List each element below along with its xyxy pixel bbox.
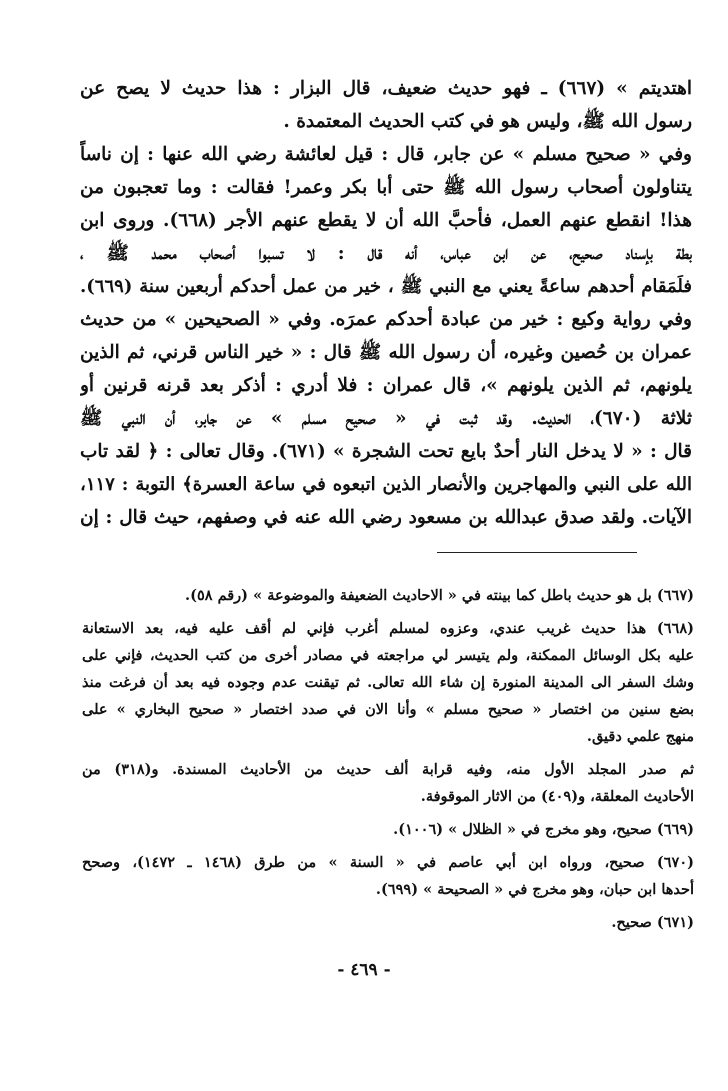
footnote-667	[82, 582, 694, 609]
footnote-line: أحدها ابن حبان، وهو مخرج في « الصحيحة » (٦٩٩).	[375, 881, 694, 898]
footnote-separator	[437, 552, 637, 553]
footnote-668-continuation	[82, 756, 694, 810]
footnote-line: منهج علمي دقيق.	[586, 728, 694, 745]
footnote-671	[82, 909, 694, 936]
footnote-669	[82, 816, 694, 843]
footnote-line: (٦٦٨) هذا حديث غريب عندي، وعزوه لمسلم أغرب فإني لم أقف عليه فيه، بعد الاستعانة	[82, 620, 694, 637]
main-text-line: الآيات. ولقد صدق عبدالله بن مسعود رضي الله عنه في وصفهم، حيث قال : إن	[80, 507, 692, 528]
footnote-line: (٦٧١) صحيح.	[611, 914, 694, 931]
main-text-line: هذا! انقطع عنهم العمل، فأحبَّ الله أن لا يقطع عنهم الأجر (٦٦٨). وروى ابن	[80, 210, 692, 231]
footnotes-block	[82, 582, 694, 936]
main-text-line: يلونهم، ثم الذين يلونهم »، قال عمران : فلا أدري : أذكر بعد قرنه قرنين أو	[80, 375, 692, 396]
main-text-line: اهتديتم » (٦٦٧) ـ فهو حديث ضعيف، قال البزار : هذا حديث لا يصح عن	[80, 78, 692, 99]
page-number: - ٤٦٩ -	[337, 960, 391, 980]
main-text-line: يتناولون أصحاب رسول الله ﷺ حتى أبا بكر وعمر! فقالت : وما تعجبون من	[80, 177, 692, 198]
footnote-line: وشك السفر الى المدينة المنورة إن شاء الله تعالى. ثم تيقنت عدم وجوده فيه بعد أن فرغت منذ	[82, 674, 694, 691]
main-text-line: فلَمَقام أحدهم ساعةً يعني مع النبي ﷺ ، خير من عمل أحدكم أربعين سنة (٦٦٩).	[80, 276, 692, 297]
footnote-line: ثم صدر المجلد الأول منه، وفيه قرابة ألف حديث من الأحاديث المسندة. و(٣١٨) من	[82, 761, 694, 778]
main-text-line: قال : « لا يدخل النار أحدٌ بايع تحت الشجرة » (٦٧١). وقال تعالى : ﴿ لقد تاب	[80, 441, 692, 462]
main-text-line: عمران بن حُصين وغيره، أن رسول الله ﷺ قال : « خير الناس قرني، ثم الذين	[80, 342, 692, 363]
footnote-line: عليه بكل الوسائل الممكنة، ولم يتيسر لي مراجعته في مصادر أخرى من كتب الحديث، فإني على	[82, 647, 694, 664]
footnote-line: (٦٦٩) صحيح، وهو مخرج في « الظلال » (١٠٠٦).	[393, 821, 694, 838]
footnote-line: بضع سنين من اختصار « صحيح مسلم » وأنا الان في صدد اختصار « صحيح البخاري » على	[82, 701, 694, 718]
main-text-line: وفي « صحيح مسلم » عن جابر، قال : قيل لعائشة رضي الله عنها : إن ناساً	[80, 144, 692, 165]
footnote-670	[82, 849, 694, 903]
footnote-line: (٦٦٧) بل هو حديث باطل كما بينته في « الاحاديث الضعيفة والموضوعة » (رقم ٥٨).	[185, 587, 694, 604]
main-text-line: ثلاثة (٦٧٠)، الحديث. وقد ثبت في « صحيح مسلم » عن جابر، أن النبي ﷺ	[80, 408, 692, 429]
footnote-668	[82, 615, 694, 750]
main-text-line: الله على النبي والمهاجرين والأنصار الذين اتبعوه في ساعة العسرة﴾ التوبة : ١١٧،	[80, 474, 692, 495]
footnote-line: الأحاديث المعلقة، و(٤٠٩) من الاثار الموقوفة.	[420, 788, 694, 805]
main-text-block	[80, 72, 692, 534]
main-text-line: رسول الله ﷺ، وليس هو في كتب الحديث المعتمدة .	[283, 111, 692, 132]
main-text-line: بطة بإسناد صحيح، عن ابن عباس، أنه قال : لا تسبوا أصحاب محمد ﷺ ،	[80, 243, 692, 264]
footnote-line: (٦٧٠) صحيح، ورواه ابن أبي عاصم في « السنة » من طرق (١٤٦٨ ـ ١٤٧٢)، وصحح	[82, 854, 694, 871]
main-text-line: وفي رواية وكيع : خير من عبادة أحدكم عمرَه. وفي « الصحيحين » من حديث	[80, 309, 692, 330]
